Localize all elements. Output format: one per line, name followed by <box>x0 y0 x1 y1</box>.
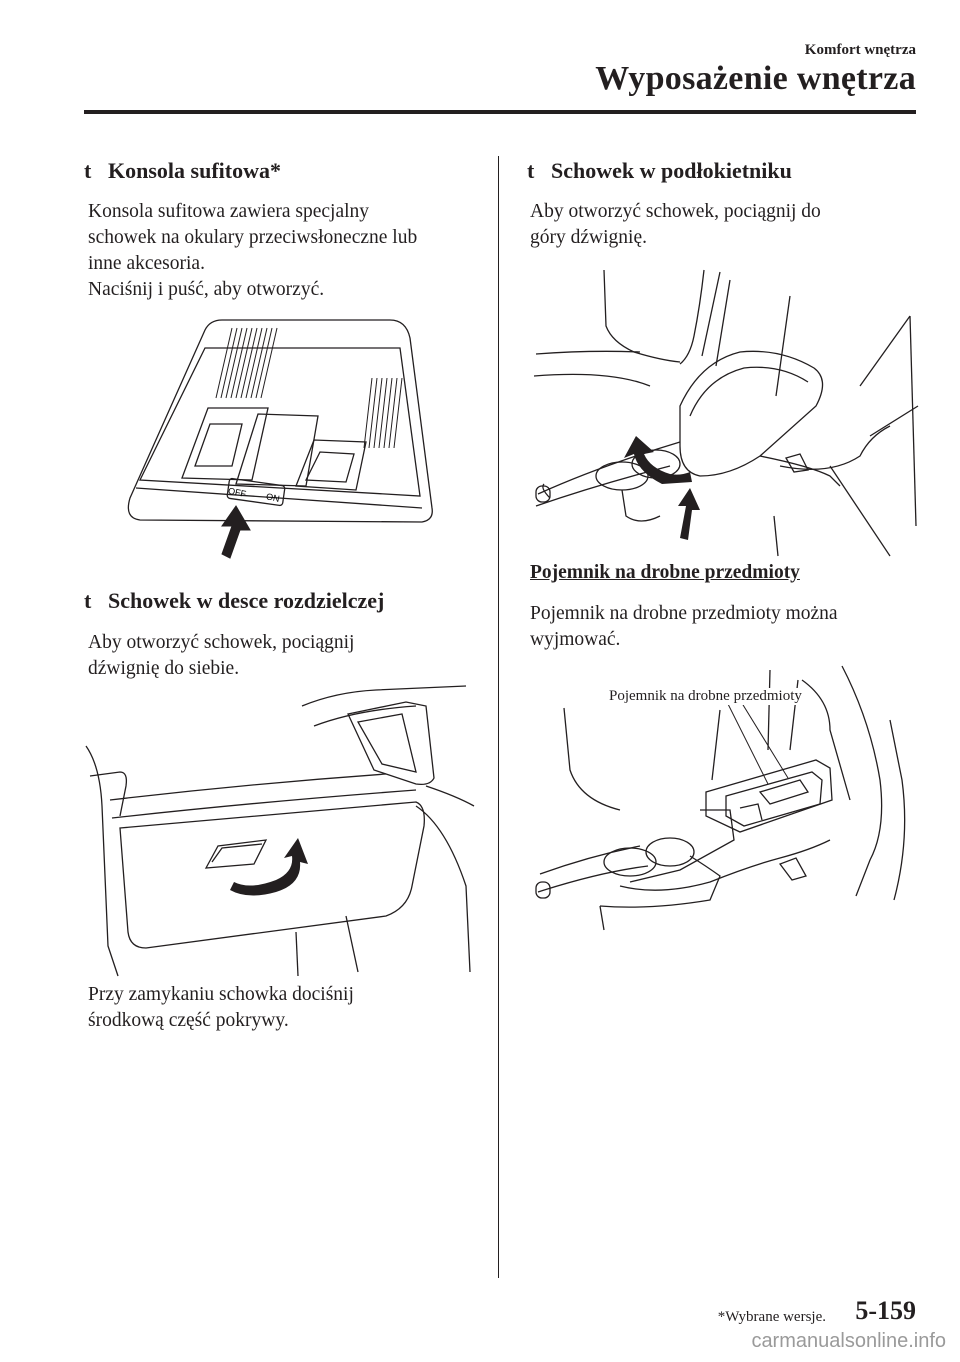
paragraph-small-items-tray <box>530 601 838 653</box>
glove-box-illustration <box>86 686 476 976</box>
section-marker: t <box>84 158 92 183</box>
subheading-small-items-tray: Pojemnik na drobne przedmioty <box>530 562 800 583</box>
page-number: 5-159 <box>855 1296 916 1325</box>
figure-callout-small-items-tray: Pojemnik na drobne przedmioty <box>609 688 802 704</box>
paragraph-overhead-console <box>88 199 417 303</box>
callout-leader-line <box>740 700 788 778</box>
off-label: OFF <box>227 485 247 500</box>
column-divider <box>498 156 499 1278</box>
section-marker: t <box>84 588 92 613</box>
text-line: dźwignię do siebie. <box>88 658 240 679</box>
text-line: Aby otworzyć schowek, pociągnij do <box>530 201 821 222</box>
text-line: Przy zamykaniu schowka dociśnij <box>88 984 354 1005</box>
heading-text: Konsola sufitowa* <box>108 158 281 183</box>
heading-text: Schowek w podłokietniku <box>551 158 792 183</box>
text-line: wyjmować. <box>530 629 621 650</box>
text-line: Aby otworzyć schowek, pociągnij <box>88 632 355 653</box>
overhead-console-illustration <box>110 308 450 558</box>
heading-text: Schowek w desce rozdzielczej <box>108 588 385 613</box>
paragraph-glove-box <box>88 630 354 682</box>
armrest-illustration <box>530 266 920 556</box>
header-rule <box>84 110 916 114</box>
section-heading-armrest <box>527 158 792 184</box>
text-line: inne akcesoria. <box>88 253 205 274</box>
text-line: Pojemnik na drobne przedmioty można <box>530 603 838 624</box>
paragraph-armrest <box>530 199 821 251</box>
push-arrow-icon <box>222 506 250 558</box>
text-line: schowek na okulary przeciwsłoneczne lub <box>88 227 418 248</box>
chapter-title: Wyposażenie wnętrza <box>595 60 916 97</box>
section-label: Komfort wnętrza <box>804 42 916 58</box>
section-heading-overhead-console <box>84 158 281 184</box>
text-line: Naciśnij i puść, aby otworzyć. <box>88 279 325 300</box>
text-line: góry dźwignię. <box>530 227 647 248</box>
footnote: *Wybrane wersje. <box>717 1309 826 1325</box>
section-heading-glove-box <box>84 588 384 614</box>
watermark-text: carmanualsonline.info <box>751 1330 946 1352</box>
up-arrow-icon <box>678 488 700 540</box>
paragraph-glove-box-closing <box>88 982 354 1034</box>
on-label: ON <box>265 491 281 504</box>
text-line: Konsola sufitowa zawiera specjalny <box>88 201 370 222</box>
section-marker: t <box>527 158 535 183</box>
callout-leader-line <box>726 700 768 784</box>
text-line: środkową część pokrywy. <box>88 1010 289 1031</box>
